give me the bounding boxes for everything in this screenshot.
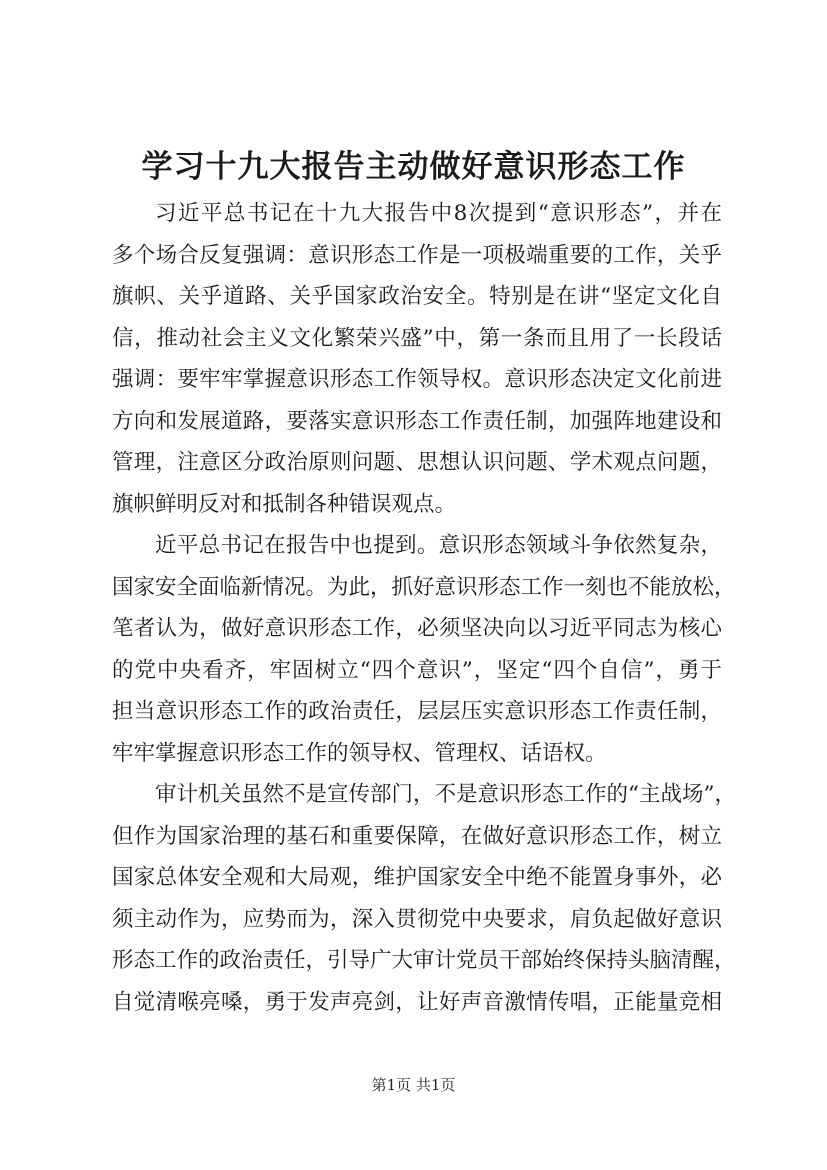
text-line: 牢牢掌握意识形态工作的领导权、管理权、话语权。 bbox=[112, 740, 607, 766]
text-line: 管理，注意区分政治原则问题、思想认识问题、学术观点问题， bbox=[112, 450, 722, 475]
text-line: 自觉清喉亮嗓，勇于发声亮剑，让好声音激情传唱，正能量竞相 bbox=[112, 989, 722, 1015]
text-line: 旗帜鲜明反对和抵制各种错误观点。 bbox=[112, 491, 457, 517]
text-line: 国家安全面临新情况。为此，抓好意识形态工作一刻也不能放松， bbox=[112, 574, 736, 600]
text-line: 近平总书记在报告中也提到。意识形态领域斗争依然复杂， bbox=[155, 533, 722, 558]
text-line: 须主动作为，应势而为，深入贯彻党中央要求，肩负起做好意识 bbox=[112, 906, 722, 932]
text-line: 方向和发展道路，要落实意识形态工作责任制，加强阵地建设和 bbox=[112, 408, 722, 434]
text-line: 多个场合反复强调：意识形态工作是一项极端重要的工作，关乎 bbox=[112, 242, 722, 268]
paragraph-3 bbox=[112, 774, 736, 1023]
text-line: 形态工作的政治责任，引导广大审计党员干部始终保持头脑清醒， bbox=[112, 948, 736, 973]
paragraph-2 bbox=[112, 525, 736, 774]
text-line: 但作为国家治理的基石和重要保障，在做好意识形态工作，树立 bbox=[112, 823, 722, 849]
text-line: 旗帜、关乎道路、关乎国家政治安全。特别是在讲“坚定文化自 bbox=[112, 284, 722, 309]
text-line: 国家总体安全观和大局观，维护国家安全中绝不能置身事外，必 bbox=[112, 865, 722, 890]
page-number-footer: 第1页 共1页 bbox=[371, 1076, 456, 1094]
document-body bbox=[112, 193, 736, 1023]
text-line: 习近平总书记在十九大报告中8次提到“意识形态”，并在 bbox=[155, 201, 722, 226]
text-line: 笔者认为，做好意识形态工作，必须坚决向以习近平同志为核心 bbox=[112, 616, 722, 641]
text-line: 的党中央看齐，牢固树立“四个意识”，坚定“四个自信”，勇于 bbox=[112, 657, 722, 683]
text-line: 强调：要牢牢掌握意识形态工作领导权。意识形态决定文化前进 bbox=[112, 367, 722, 392]
text-line: 信，推动社会主义文化繁荣兴盛”中，第一条而且用了一长段话 bbox=[112, 325, 722, 351]
text-line: 审计机关虽然不是宣传部门，不是意识形态工作的“主战场”， bbox=[155, 782, 736, 807]
document-title: 学习十九大报告主动做好意识形态工作 bbox=[141, 149, 686, 185]
paragraph-1 bbox=[112, 193, 722, 525]
text-line: 担当意识形态工作的政治责任，层层压实意识形态工作责任制， bbox=[112, 699, 722, 724]
